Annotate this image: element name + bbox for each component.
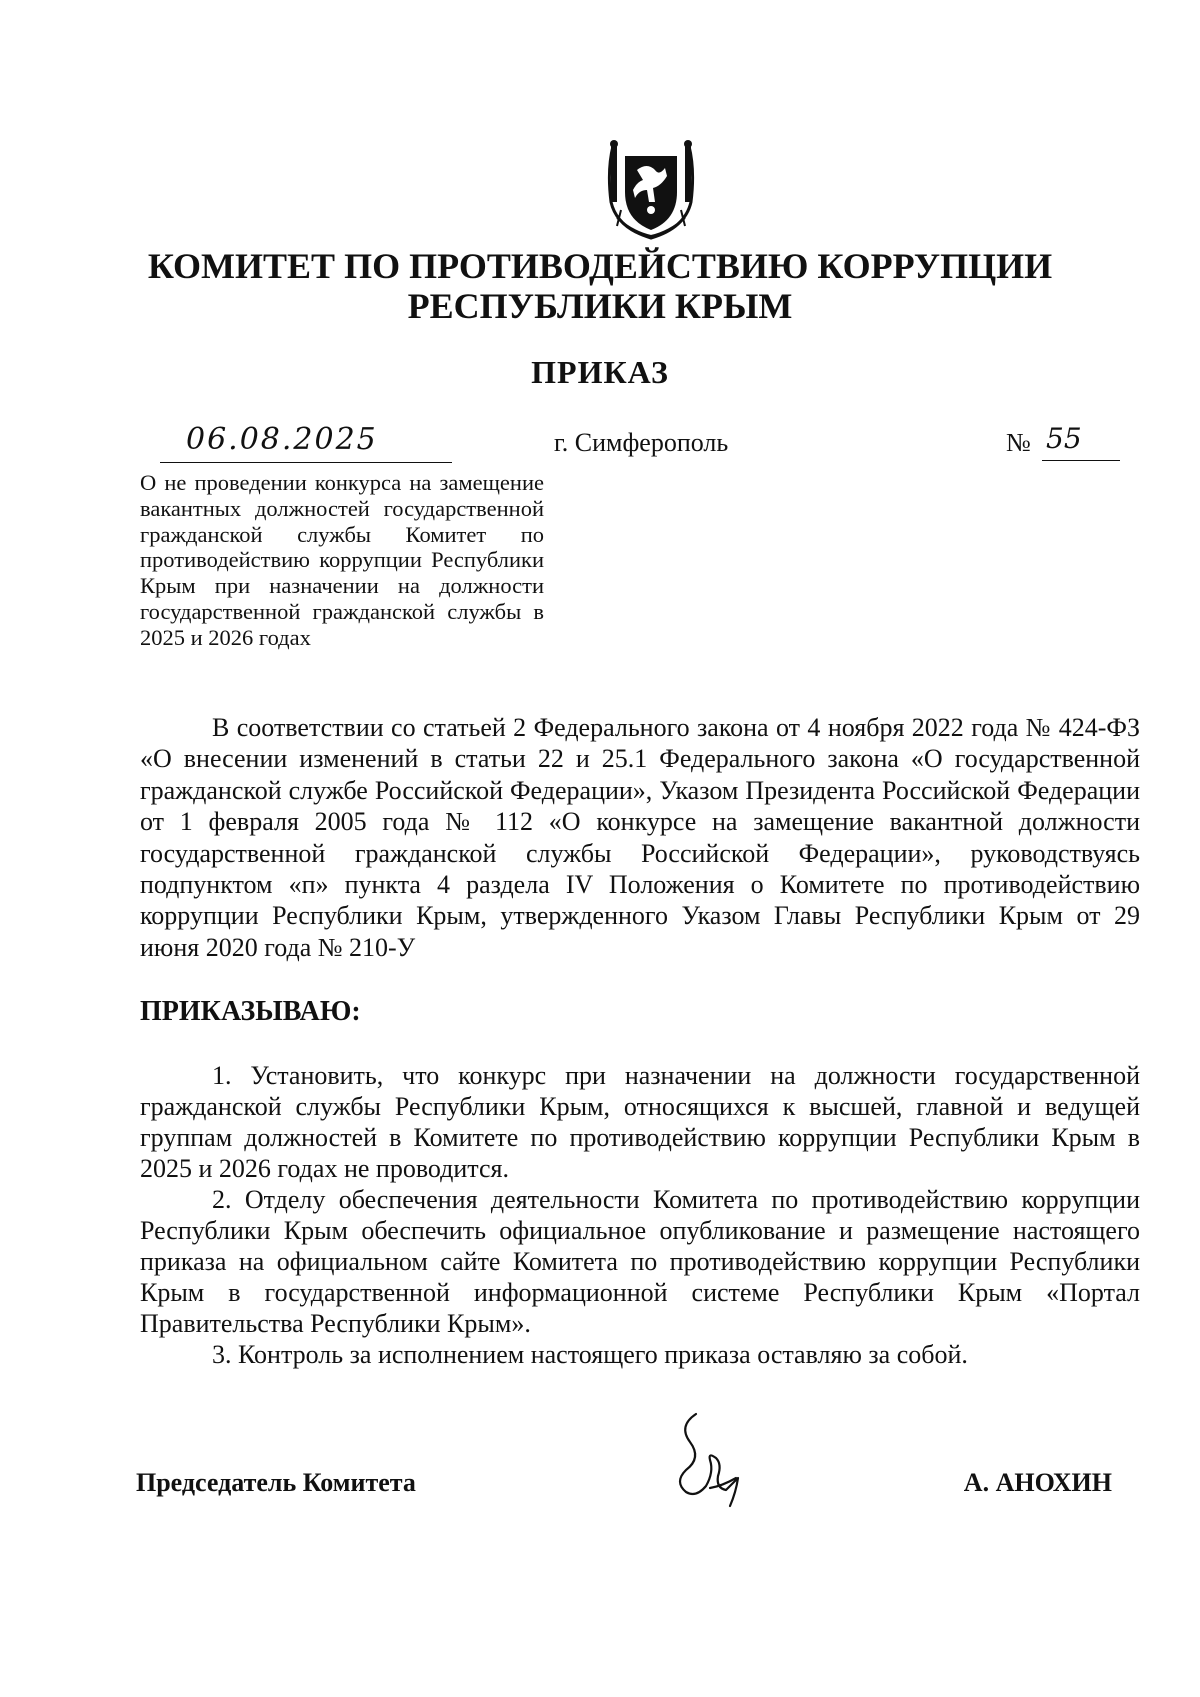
order-item-2: 2. Отделу обеспечения деятельности Комитета по противодействию коррупции Республики Крым обеспечить официальное опубликование и размещение настоящего приказа на официальном сайте Комитета по противодействию коррупции Республики Крым в государственной информационной системе Республики Крым «Портал Правительства Республики Крым». bbox=[140, 1185, 1140, 1338]
signer-title: Председатель Комитета bbox=[136, 1468, 416, 1497]
signer-name: А. АНОХИН bbox=[963, 1468, 1112, 1497]
document-number-field bbox=[1006, 424, 1118, 462]
document-type-heading: ПРИКАЗ bbox=[531, 354, 669, 390]
number-label: № bbox=[1006, 428, 1031, 457]
order-item-3: 3. Контроль за исполнением настоящего приказа оставляю за собой. bbox=[212, 1340, 968, 1369]
number-line bbox=[1042, 424, 1120, 461]
order-item-1: 1. Установить, что конкурс при назначении на должности государственной гражданской службы Республики Крым, относящихся к высшей, главной и ведущей группам должностей в Комитете по противодействию коррупции Республики Крым в 2025 и 2026 годах не проводится. bbox=[140, 1061, 1140, 1183]
preamble-paragraph: В соответствии со статьей 2 Федерального закона от 4 ноября 2022 года № 424-ФЗ «О внесении изменений в статьи 22 и 25.1 Федерального закона «О государственной гражданской службе Российской Федерации», Указом Президента Российской Федерации от 1 февраля 2005 года № 112 «О конкурсе на замещение вакантной должности государственной гражданской службы Российской Федерации», руководствуясь подпунктом «п» пункта 4 раздела IV Положения о Комитете по противодействию коррупции Республики Крым, утвержденного Указом Главы Республики Крым от 29 июня 2020 года № 210-У bbox=[140, 713, 1140, 962]
document-city: г. Симферополь bbox=[554, 428, 729, 457]
document-subject: О не проведении конкурса на замещение вакантных должностей государственной гражданской службы Комитет по противодействию коррупции Республики Крым при назначении на должности государственной гражданской службы в 2025 и 2026 годах bbox=[140, 470, 544, 650]
organization-title-line-1: КОМИТЕТ ПО ПРОТИВОДЕЙСТВИЮ КОРРУПЦИИ bbox=[147, 246, 1053, 286]
order-heading: ПРИКАЗЫВАЮ: bbox=[140, 996, 361, 1027]
organization-title bbox=[140, 246, 1060, 326]
order-items bbox=[140, 1060, 1140, 1370]
document-date: 06.08.2025 bbox=[186, 422, 378, 457]
document-number: 55 bbox=[1046, 422, 1082, 455]
document-date-field bbox=[160, 420, 452, 463]
handwritten-signature-icon bbox=[656, 1408, 756, 1512]
crimea-coat-of-arms-icon bbox=[603, 140, 699, 240]
organization-title-line-2: РЕСПУБЛИКИ КРЫМ bbox=[407, 286, 793, 326]
